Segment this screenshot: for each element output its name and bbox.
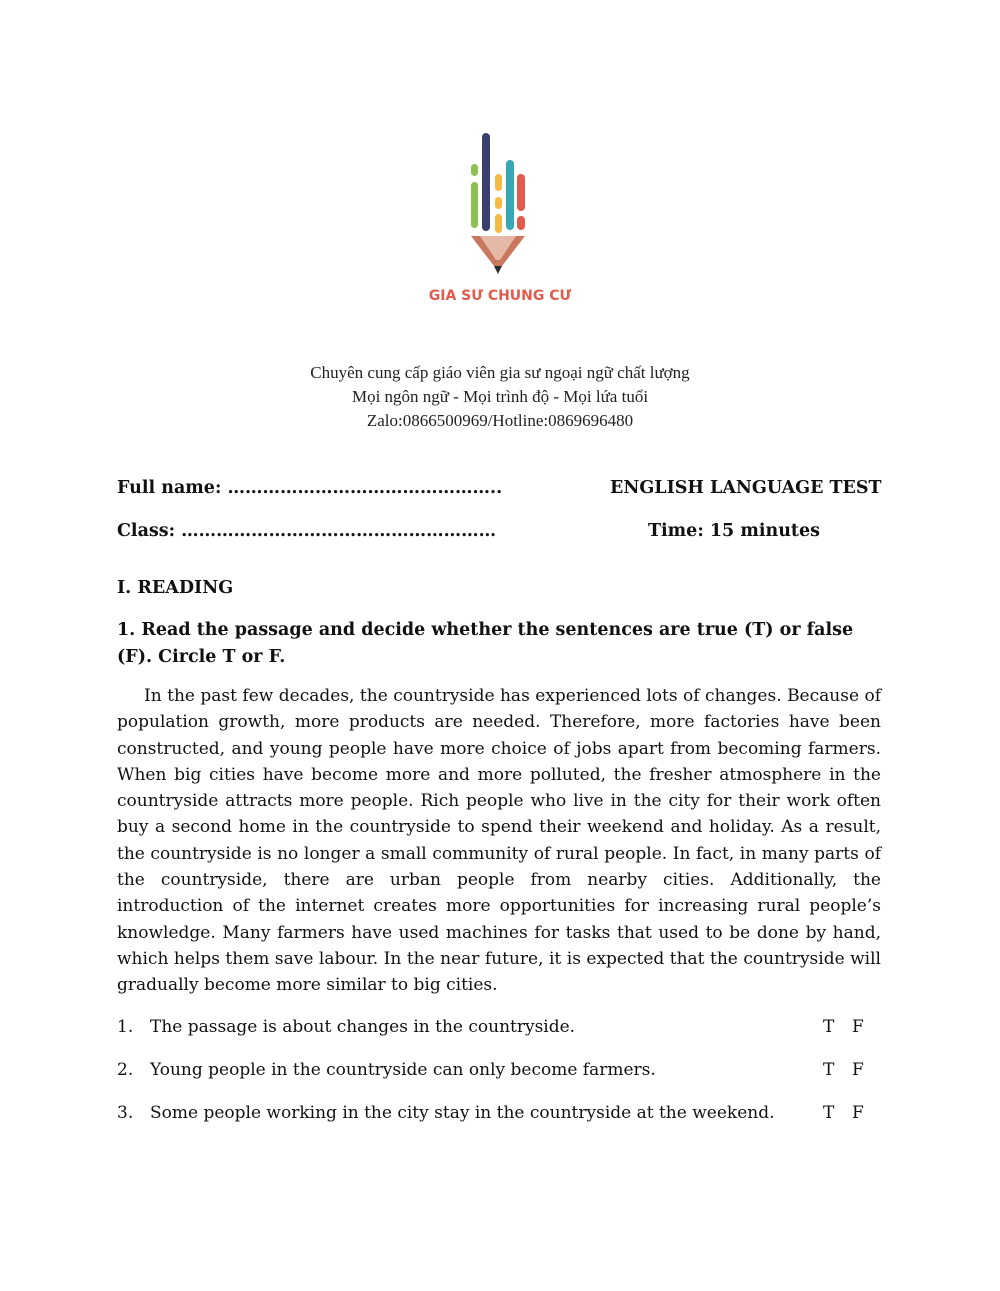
test-time: Time: 15 minutes (648, 521, 821, 541)
question-row (117, 1017, 883, 1043)
option-false[interactable]: F (852, 1103, 864, 1123)
question-number: 3. (117, 1103, 134, 1123)
option-false[interactable]: F (852, 1017, 864, 1037)
class-field[interactable]: Class: ……………………………………………… (117, 521, 497, 541)
header-line-2: Mọi ngôn ngữ - Mọi trình độ - Mọi lứa tuổi (351, 387, 649, 406)
logo-brand-text: GIA SƯ CHUNG CƯ (428, 288, 572, 304)
header-contact-line: Zalo:0866500969/Hotline:0869696480 (366, 411, 634, 430)
question-text: Young people in the countryside can only become farmers. (150, 1060, 656, 1080)
full-name-field[interactable]: Full name: ……………………………………….. (117, 478, 503, 498)
header-line-1: Chuyên cung cấp giáo viên gia sư ngoại ngữ chất lượng (310, 363, 690, 382)
question-number: 2. (117, 1060, 134, 1080)
option-false[interactable]: F (852, 1060, 864, 1080)
instruction: 1. Read the passage and decide whether the sentences are true (T) or false (F). Circle T or F. (117, 620, 854, 667)
section-title: I. READING (117, 578, 234, 598)
option-true[interactable]: T (823, 1017, 835, 1037)
option-true[interactable]: T (823, 1103, 835, 1123)
option-true[interactable]: T (823, 1060, 835, 1080)
question-text: Some people working in the city stay in the countryside at the weekend. (150, 1103, 775, 1123)
question-number: 1. (117, 1017, 134, 1037)
gia-su-chung-cu-logo (418, 128, 582, 308)
test-title: ENGLISH LANGUAGE TEST (610, 478, 882, 498)
reading-passage: In the past few decades, the countryside has experienced lots of changes. Because of population growth, more products are needed. Therefore, more factories have been constructed, and young people have more choice of jobs apart from becoming farmers. When big cities have become more and more polluted, the fresher atmosphere in the countryside attracts more people. Rich people who live in the city for their work often buy a second home in the countryside to spend their weekend and holiday. As a result, the countryside is no longer a small community of rural people. In fact, in many parts of the countryside, there are urban people from nearby cities. Additionally, the introduction of the internet creates more opportunities for increasing rural people’s knowledge. Many farmers have used machines for tasks that used to be done by hand, which helps them save labour. In the near future, it is expected that the countryside will gradually become more similar to big cities. (117, 686, 881, 996)
question-row (117, 1103, 883, 1129)
question-row (117, 1060, 883, 1086)
question-text: The passage is about changes in the countryside. (150, 1017, 576, 1037)
